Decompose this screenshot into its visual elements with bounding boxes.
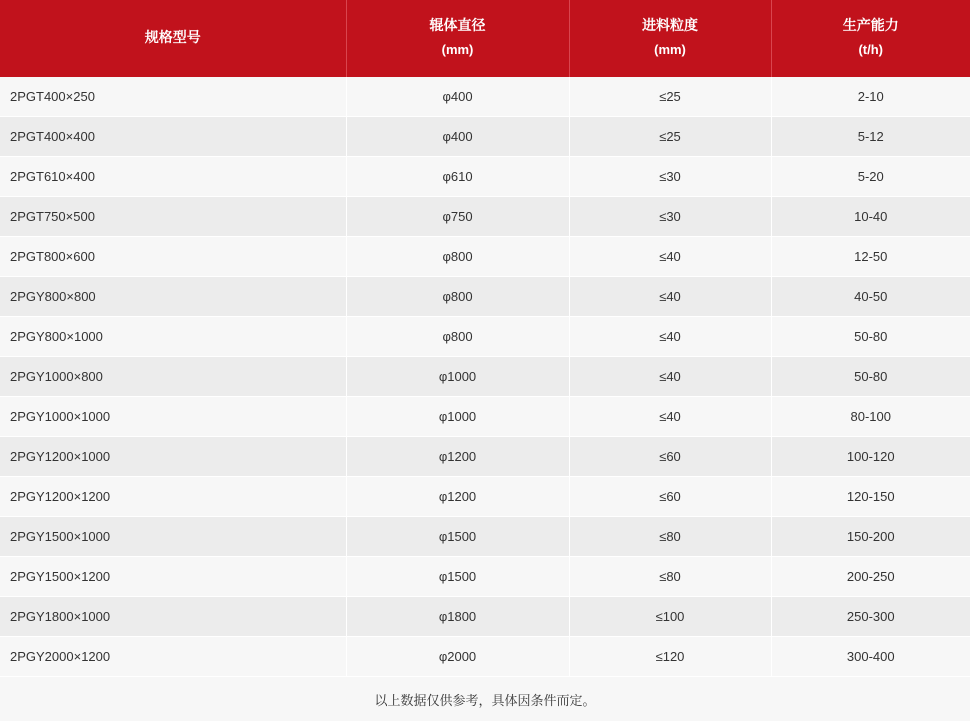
cell-capacity: 5-12 [771,117,970,157]
cell-diameter: φ1800 [346,597,569,637]
table-header [0,0,970,77]
column-header-capacity-unit: (t/h) [858,42,884,58]
cell-diameter: φ610 [346,157,569,197]
cell-feed-size: ≤40 [569,237,771,277]
cell-model: 2PGY1200×1000 [0,437,346,477]
cell-feed-size: ≤80 [569,557,771,597]
cell-model: 2PGY800×800 [0,277,346,317]
cell-feed-size: ≤60 [569,477,771,517]
cell-model: 2PGY800×1000 [0,317,346,357]
table-row [0,477,970,517]
column-header-model-label: 规格型号 [144,29,201,46]
cell-capacity: 120-150 [771,477,970,517]
table-row [0,397,970,437]
cell-model: 2PGT750×500 [0,197,346,237]
cell-model: 2PGY2000×1200 [0,637,346,677]
cell-capacity: 80-100 [771,397,970,437]
column-header-feed-size [569,0,771,77]
cell-feed-size: ≤40 [569,397,771,437]
cell-feed-size: ≤30 [569,197,771,237]
table-row [0,317,970,357]
table-row [0,77,970,117]
cell-diameter: φ1200 [346,477,569,517]
cell-model: 2PGY1200×1200 [0,477,346,517]
table-row [0,277,970,317]
cell-diameter: φ800 [346,237,569,277]
cell-diameter: φ1000 [346,397,569,437]
table-row [0,557,970,597]
cell-capacity: 50-80 [771,317,970,357]
cell-model: 2PGT800×600 [0,237,346,277]
cell-feed-size: ≤40 [569,317,771,357]
table-row [0,357,970,397]
table-footnote-row [0,677,970,722]
column-header-feed-size-unit: (mm) [654,42,686,58]
cell-model: 2PGY1000×800 [0,357,346,397]
cell-feed-size: ≤25 [569,117,771,157]
cell-diameter: φ1200 [346,437,569,477]
table-row [0,117,970,157]
cell-feed-size: ≤80 [569,517,771,557]
cell-capacity: 200-250 [771,557,970,597]
cell-capacity: 5-20 [771,157,970,197]
cell-capacity: 50-80 [771,357,970,397]
cell-model: 2PGY1800×1000 [0,597,346,637]
cell-capacity: 300-400 [771,637,970,677]
cell-diameter: φ800 [346,277,569,317]
cell-diameter: φ400 [346,117,569,157]
cell-capacity: 100-120 [771,437,970,477]
cell-model: 2PGT610×400 [0,157,346,197]
cell-diameter: φ400 [346,77,569,117]
column-header-feed-size-label: 进料粒度 [642,16,698,33]
cell-model: 2PGY1000×1000 [0,397,346,437]
cell-diameter: φ1000 [346,357,569,397]
table-row [0,517,970,557]
table-header-row [0,0,970,77]
column-header-diameter-label: 辊体直径 [429,16,486,33]
cell-diameter: φ750 [346,197,569,237]
column-header-diameter [346,0,569,77]
cell-diameter: φ800 [346,317,569,357]
table-row [0,597,970,637]
column-header-model [0,0,346,77]
table-row [0,157,970,197]
cell-capacity: 10-40 [771,197,970,237]
table-row [0,437,970,477]
cell-model: 2PGT400×400 [0,117,346,157]
cell-capacity: 2-10 [771,77,970,117]
cell-feed-size: ≤40 [569,357,771,397]
cell-feed-size: ≤40 [569,277,771,317]
cell-model: 2PGT400×250 [0,77,346,117]
column-header-capacity-label: 生产能力 [842,16,899,33]
cell-capacity: 250-300 [771,597,970,637]
table-row [0,637,970,677]
cell-feed-size: ≤30 [569,157,771,197]
cell-capacity: 40-50 [771,277,970,317]
cell-diameter: φ1500 [346,517,569,557]
table-row [0,197,970,237]
cell-model: 2PGY1500×1200 [0,557,346,597]
cell-feed-size: ≤100 [569,597,771,637]
column-header-capacity [771,0,970,77]
table-body [0,77,970,722]
cell-diameter: φ1500 [346,557,569,597]
cell-feed-size: ≤120 [569,637,771,677]
cell-feed-size: ≤25 [569,77,771,117]
cell-feed-size: ≤60 [569,437,771,477]
cell-model: 2PGY1500×1000 [0,517,346,557]
cell-diameter: φ2000 [346,637,569,677]
cell-capacity: 12-50 [771,237,970,277]
table-footnote: 以上数据仅供参考，具体因条件而定。 [0,677,970,722]
cell-capacity: 150-200 [771,517,970,557]
table-row [0,237,970,277]
column-header-diameter-unit: (mm) [441,42,474,58]
